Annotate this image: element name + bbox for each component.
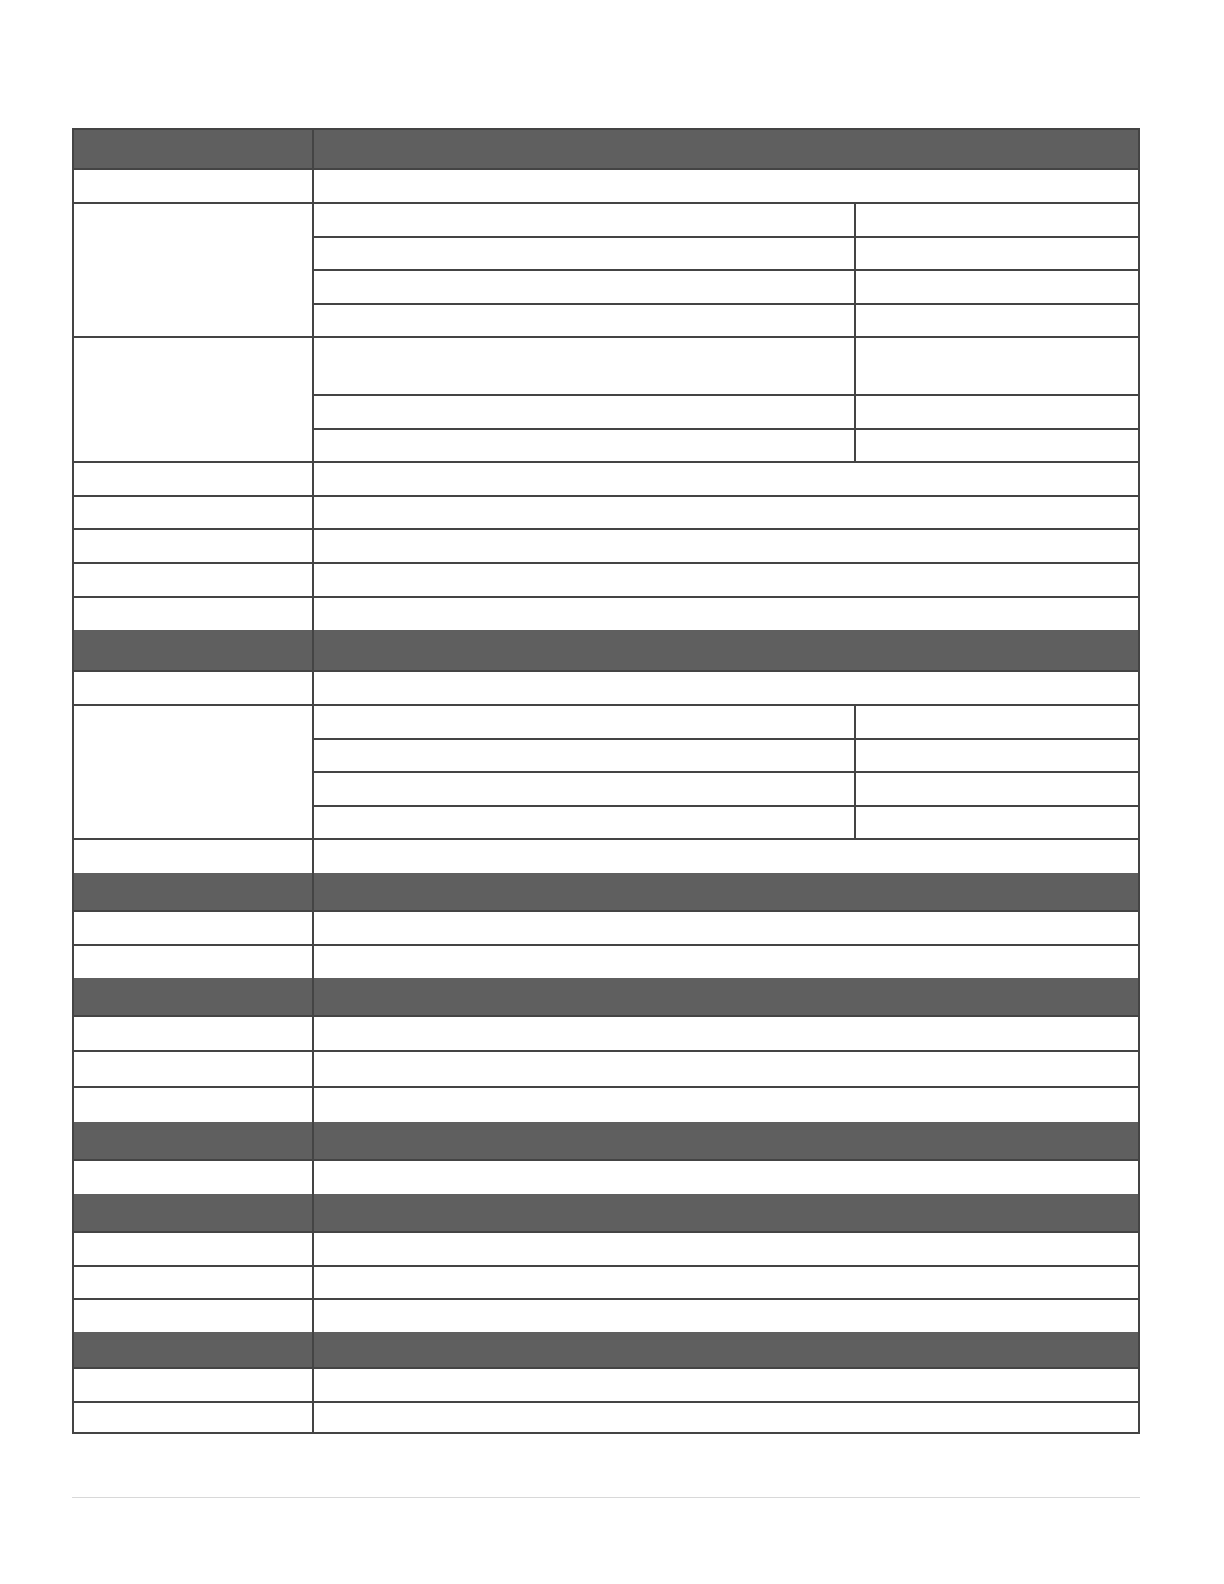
section-header-2 [74, 630, 1138, 670]
section-header-7-value [314, 1332, 1140, 1368]
row-rule [74, 1159, 1140, 1161]
row-rule [74, 1231, 1140, 1233]
row-rule [74, 1401, 1140, 1403]
row-rule [74, 670, 1140, 672]
section-header-5-value [314, 1122, 1140, 1160]
row-rule [74, 495, 1140, 497]
section-header-6 [74, 1194, 1138, 1232]
spec-table [72, 128, 1140, 1434]
section-header-1-label [74, 130, 312, 168]
section-header-3-label [74, 873, 312, 911]
section-header-4-label [74, 978, 312, 1016]
row-rule [74, 1265, 1140, 1267]
row-rule [74, 944, 1140, 946]
section-header-6-value [314, 1194, 1140, 1232]
row-rule [74, 1367, 1140, 1369]
section-header-7 [74, 1332, 1138, 1368]
column-divider-sub-1 [854, 203, 856, 462]
section-header-1 [74, 130, 1138, 168]
section-header-5 [74, 1122, 1138, 1160]
row-rule [74, 202, 1140, 204]
section-header-7-label [74, 1332, 312, 1368]
sub-row-rule [314, 805, 1140, 807]
row-rule [74, 596, 1140, 598]
row-rule [74, 336, 1140, 338]
row-rule [74, 1298, 1140, 1300]
row-rule [74, 461, 1140, 463]
row-rule [74, 528, 1140, 530]
row-rule [74, 562, 1140, 564]
row-rule [74, 1050, 1140, 1052]
sub-row-rule [314, 303, 1140, 305]
section-header-2-value [314, 630, 1140, 670]
section-header-6-label [74, 1194, 312, 1232]
section-header-5-label [74, 1122, 312, 1160]
column-divider-main [312, 130, 314, 1434]
row-rule [74, 168, 1140, 170]
sub-row-rule [314, 428, 1140, 430]
section-header-4-value [314, 978, 1140, 1016]
row-rule [74, 838, 1140, 840]
sub-row-rule [314, 738, 1140, 740]
section-header-3-value [314, 873, 1140, 911]
section-header-4 [74, 978, 1138, 1016]
row-rule [74, 910, 1140, 912]
row-rule [74, 704, 1140, 706]
sub-row-rule [314, 236, 1140, 238]
row-rule [74, 1015, 1140, 1017]
footer-rule [72, 1497, 1140, 1498]
row-rule [74, 1086, 1140, 1088]
section-header-3 [74, 873, 1138, 911]
sub-row-rule [314, 771, 1140, 773]
section-header-2-label [74, 630, 312, 670]
sub-row-rule [314, 269, 1140, 271]
sub-row-rule [314, 394, 1140, 396]
section-header-1-value [314, 130, 1140, 168]
